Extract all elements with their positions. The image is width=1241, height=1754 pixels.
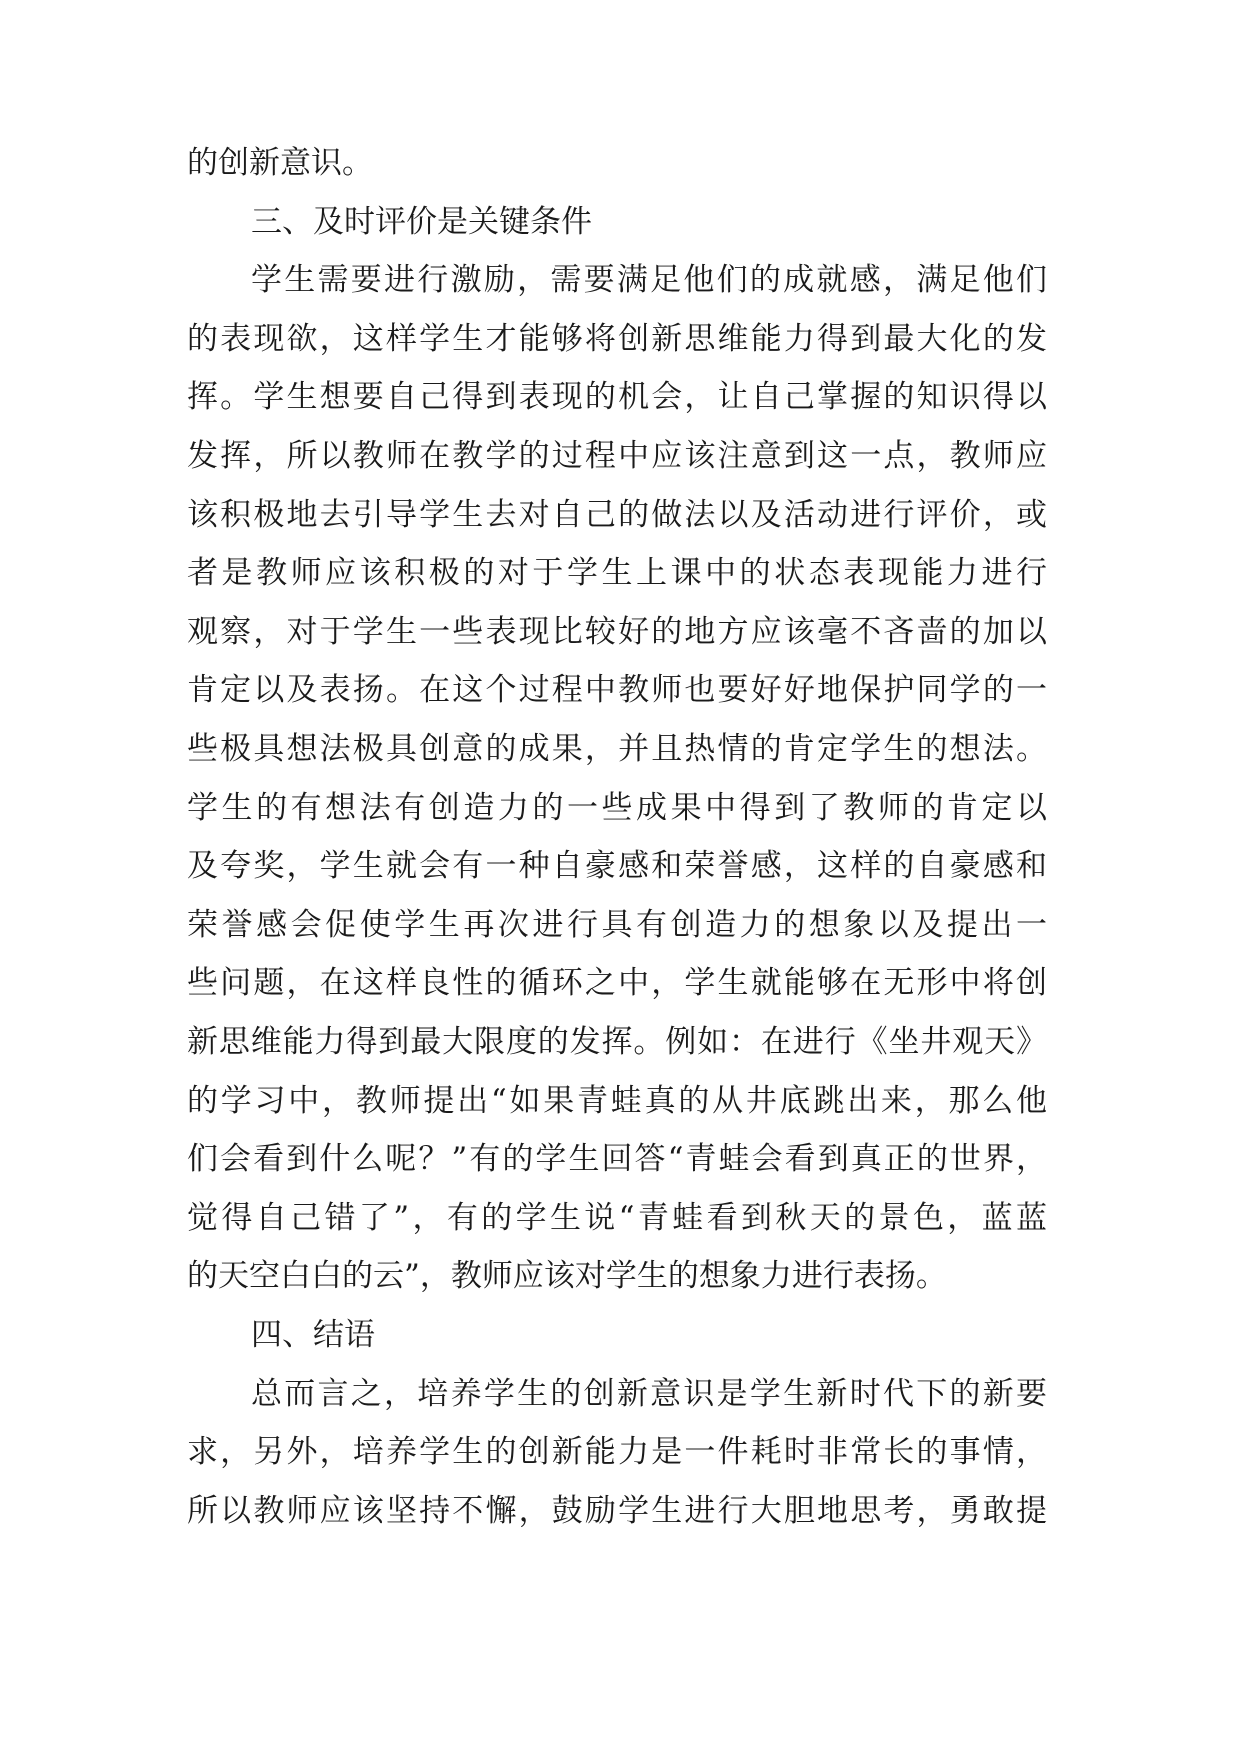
text-line: 所以教师应该坚持不懈，鼓励学生进行大胆地思考，勇敢提 (187, 1493, 1047, 1529)
text-line: 的天空白白的云”，教师应该对学生的想象力进行表扬。 (187, 1258, 947, 1294)
text-line: 求，另外，培养学生的创新能力是一件耗时非常长的事情， (187, 1434, 1047, 1470)
text-line: 新思维能力得到最大限度的发挥。例如：在进行《坐井观天》 (187, 1024, 1047, 1060)
text-line: 学生的有想法有创造力的一些成果中得到了教师的肯定以 (187, 790, 1047, 826)
text-line: 观察，对于学生一些表现比较好的地方应该毫不吝啬的加以 (187, 614, 1047, 650)
paragraph-first-line: 四、结语 (251, 1317, 375, 1353)
paragraph-first-line: 总而言之，培养学生的创新意识是学生新时代下的新要 (251, 1376, 1047, 1412)
text-line: 些问题，在这样良性的循环之中，学生就能够在无形中将创 (187, 965, 1047, 1001)
text-line: 挥。学生想要自己得到表现的机会，让自己掌握的知识得以 (187, 379, 1047, 415)
text-line: 荣誉感会促使学生再次进行具有创造力的想象以及提出一 (187, 907, 1047, 943)
text-line: 的学习中，教师提出“如果青蛙真的从井底跳出来，那么他 (187, 1083, 1047, 1119)
text-line: 的表现欲，这样学生才能够将创新思维能力得到最大化的发 (187, 321, 1047, 357)
text-line: 们会看到什么呢？”有的学生回答“青蛙会看到真正的世界， (187, 1141, 1047, 1177)
text-line: 发挥，所以教师在教学的过程中应该注意到这一点，教师应 (187, 438, 1047, 474)
text-line: 些极具想法极具创意的成果，并且热情的肯定学生的想法。 (187, 731, 1047, 767)
text-line: 者是教师应该积极的对于学生上课中的状态表现能力进行 (187, 555, 1047, 591)
text-line: 的创新意识。 (187, 145, 373, 181)
text-line: 该积极地去引导学生去对自己的做法以及活动进行评价，或 (187, 497, 1047, 533)
paragraph-first-line: 学生需要进行激励，需要满足他们的成就感，满足他们 (251, 262, 1047, 298)
paragraph-first-line: 三、及时评价是关键条件 (251, 204, 592, 240)
text-line: 及夸奖，学生就会有一种自豪感和荣誉感，这样的自豪感和 (187, 848, 1047, 884)
text-line: 觉得自己错了”，有的学生说“青蛙看到秋天的景色，蓝蓝 (187, 1200, 1047, 1236)
text-line: 肯定以及表扬。在这个过程中教师也要好好地保护同学的一 (187, 672, 1047, 708)
